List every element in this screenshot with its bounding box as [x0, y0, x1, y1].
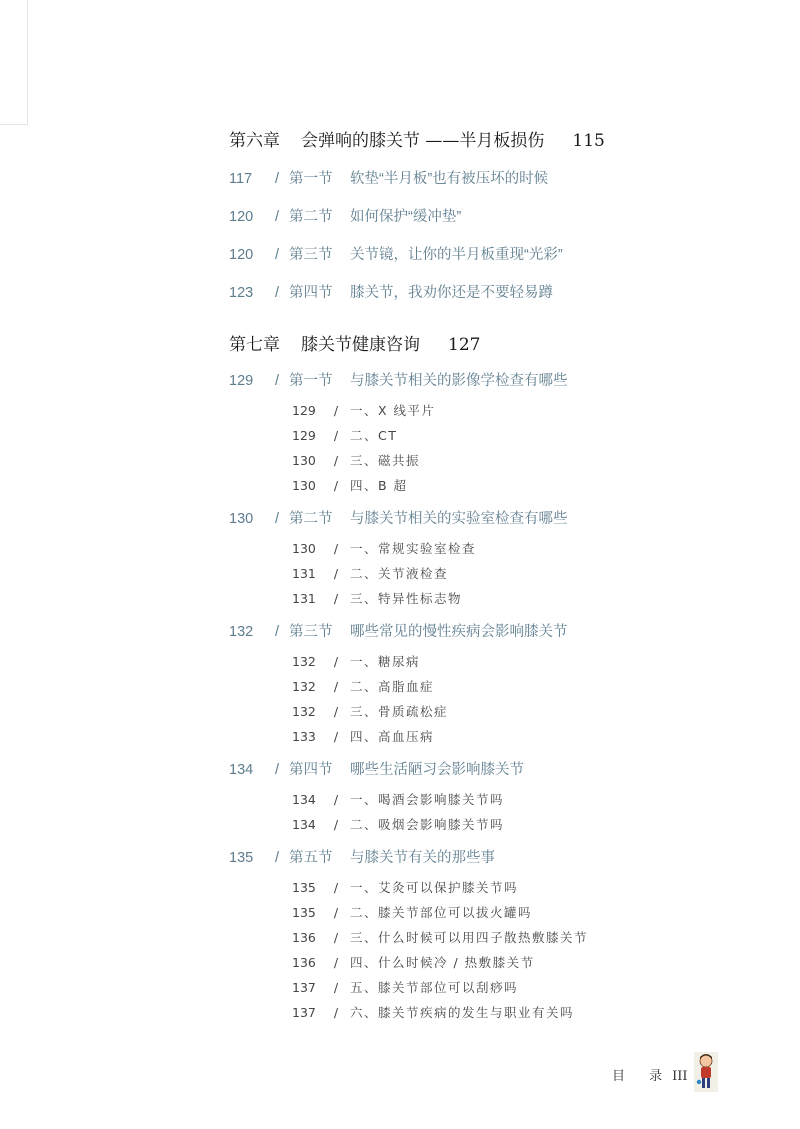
subsection-entry[interactable]	[229, 699, 749, 724]
subsection-page-number: 129	[292, 428, 316, 443]
separator-slash: /	[274, 171, 280, 187]
chapter-heading[interactable]	[229, 122, 749, 160]
page-footer	[612, 1062, 688, 1092]
subsection-title: 一、艾灸可以保护膝关节吗	[350, 880, 519, 895]
subsection-title: 三、什么时候可以用四子散热敷膝关节	[350, 930, 589, 945]
subsection-page-number: 134	[292, 792, 316, 807]
subsection-entry[interactable]	[229, 448, 749, 473]
section-entry[interactable]	[229, 274, 749, 312]
separator-slash: /	[333, 403, 339, 418]
subsection-title: 二、CT	[350, 428, 398, 443]
section-page-number: 132	[229, 624, 254, 640]
separator-slash: /	[274, 209, 280, 225]
section-title: 哪些生活陋习会影响膝关节	[350, 762, 524, 778]
separator-slash: /	[333, 428, 339, 443]
separator-slash: /	[333, 591, 339, 606]
subsection-title: 一、喝酒会影响膝关节吗	[350, 792, 505, 807]
section-page-number: 120	[229, 209, 254, 225]
subsection-page-number: 136	[292, 930, 316, 945]
subsection-entry[interactable]	[229, 398, 749, 423]
section-title: 膝关节，我劝你还是不要轻易蹲	[350, 285, 553, 301]
subsection-entry[interactable]	[229, 674, 749, 699]
subsection-title: 四、B 超	[350, 478, 408, 493]
separator-slash: /	[333, 905, 339, 920]
subsection-title: 六、膝关节疾病的发生与职业有关吗	[350, 1005, 575, 1020]
subsection-entry[interactable]	[229, 950, 749, 975]
section-title: 与膝关节相关的实验室检查有哪些	[350, 511, 568, 527]
chapter-number: 第六章	[229, 131, 280, 151]
subsection-page-number: 136	[292, 955, 316, 970]
section-page-number: 123	[229, 285, 254, 301]
chapter-heading[interactable]	[229, 326, 749, 364]
section-title: 哪些常见的慢性疾病会影响膝关节	[350, 624, 568, 640]
subsection-title: 二、膝关节部位可以拔火罐吗	[350, 905, 533, 920]
section-entry[interactable]	[229, 502, 749, 536]
subsection-title: 三、特异性标志物	[350, 591, 463, 606]
subsection-entry[interactable]	[229, 473, 749, 498]
subsection-title: 一、糖尿病	[350, 654, 421, 669]
subsection-page-number: 133	[292, 729, 316, 744]
section-page-number: 134	[229, 762, 254, 778]
subsection-title: 二、关节液检查	[350, 566, 449, 581]
section-entry[interactable]	[229, 198, 749, 236]
subsection-entry[interactable]	[229, 975, 749, 1000]
subsection-entry[interactable]	[229, 812, 749, 837]
subsection-title: 二、高脂血症	[350, 679, 435, 694]
subsection-list	[229, 875, 749, 1029]
chapter-page-number: 115	[572, 131, 605, 151]
separator-slash: /	[333, 1005, 339, 1020]
subsection-entry[interactable]	[229, 536, 749, 561]
subsection-entry[interactable]	[229, 925, 749, 950]
subsection-title: 一、X 线平片	[350, 403, 436, 418]
separator-slash: /	[333, 930, 339, 945]
section-entry[interactable]	[229, 236, 749, 274]
subsection-page-number: 131	[292, 591, 316, 606]
subsection-list	[229, 398, 749, 502]
section-number: 第二节	[289, 511, 333, 527]
section-page-number: 117	[229, 171, 253, 187]
separator-slash: /	[333, 453, 339, 468]
section-title: 与膝关节有关的那些事	[350, 850, 495, 866]
footer-page-number: III	[672, 1069, 688, 1084]
section-number: 第三节	[289, 247, 333, 263]
subsection-title: 三、磁共振	[350, 453, 421, 468]
separator-slash: /	[333, 654, 339, 669]
section-title: 软垫“半月板”也有被压坏的时候	[350, 171, 549, 187]
section-page-number: 120	[229, 247, 254, 263]
section-number: 第二节	[289, 209, 333, 225]
separator-slash: /	[274, 285, 280, 301]
subsection-title: 二、吸烟会影响膝关节吗	[350, 817, 505, 832]
subsection-title: 五、膝关节部位可以刮痧吗	[350, 980, 519, 995]
separator-slash: /	[274, 511, 280, 527]
section-page-number: 130	[229, 511, 254, 527]
subsection-page-number: 132	[292, 679, 316, 694]
separator-slash: /	[333, 817, 339, 832]
footer-label: 目 录	[612, 1069, 673, 1084]
subsection-page-number: 137	[292, 980, 316, 995]
subsection-entry[interactable]	[229, 875, 749, 900]
subsection-entry[interactable]	[229, 1000, 749, 1025]
table-of-contents	[229, 122, 749, 1029]
subsection-page-number: 135	[292, 905, 316, 920]
section-number: 第一节	[289, 373, 333, 389]
subsection-title: 四、什么时候冷 / 热敷膝关节	[350, 955, 535, 970]
subsection-page-number: 132	[292, 704, 316, 719]
separator-slash: /	[333, 729, 339, 744]
subsection-page-number: 137	[292, 1005, 316, 1020]
subsection-entry[interactable]	[229, 724, 749, 749]
separator-slash: /	[333, 566, 339, 581]
separator-slash: /	[333, 880, 339, 895]
separator-slash: /	[274, 850, 280, 866]
subsection-list	[229, 536, 749, 615]
section-title: 与膝关节相关的影像学检查有哪些	[350, 373, 568, 389]
subsection-page-number: 135	[292, 880, 316, 895]
subsection-page-number: 130	[292, 453, 316, 468]
section-number: 第四节	[289, 285, 333, 301]
separator-slash: /	[333, 955, 339, 970]
separator-slash: /	[333, 679, 339, 694]
separator-slash: /	[333, 541, 339, 556]
subsection-page-number: 132	[292, 654, 316, 669]
subsection-entry[interactable]	[229, 787, 749, 812]
separator-slash: /	[274, 373, 280, 389]
section-entry[interactable]	[229, 615, 749, 649]
subsection-page-number: 129	[292, 403, 316, 418]
separator-slash: /	[274, 624, 280, 640]
subsection-page-number: 130	[292, 478, 316, 493]
chapter-title: 膝关节健康咨询	[301, 335, 420, 355]
section-page-number: 135	[229, 850, 254, 866]
subsection-title: 三、骨质疏松症	[350, 704, 449, 719]
section-page-number: 129	[229, 373, 254, 389]
page-corner-mark	[0, 0, 28, 125]
subsection-entry[interactable]	[229, 561, 749, 586]
chapter-title: 会弹响的膝关节 ——半月板损伤	[301, 131, 545, 151]
section-entry[interactable]	[229, 753, 749, 787]
subsection-page-number: 134	[292, 817, 316, 832]
section-entry[interactable]	[229, 841, 749, 875]
subsection-entry[interactable]	[229, 423, 749, 448]
separator-slash: /	[333, 792, 339, 807]
separator-slash: /	[333, 704, 339, 719]
section-number: 第四节	[289, 762, 333, 778]
separator-slash: /	[333, 478, 339, 493]
section-title: 如何保护“缓冲垫”	[350, 209, 462, 225]
subsection-list	[229, 787, 749, 841]
subsection-page-number: 130	[292, 541, 316, 556]
section-number: 第三节	[289, 624, 333, 640]
subsection-page-number: 131	[292, 566, 316, 581]
section-number: 第五节	[289, 850, 333, 866]
subsection-title: 一、常规实验室检查	[350, 541, 477, 556]
separator-slash: /	[274, 247, 280, 263]
chapter-page-number: 127	[448, 335, 481, 355]
section-title: 关节镜，让你的半月板重现“光彩”	[350, 247, 563, 263]
mascot-figure-icon	[694, 1052, 718, 1092]
subsection-title: 四、高血压病	[350, 729, 435, 744]
subsection-entry[interactable]	[229, 586, 749, 611]
subsection-list	[229, 649, 749, 753]
section-number: 第一节	[289, 171, 333, 187]
section-entry[interactable]	[229, 160, 749, 198]
subsection-entry[interactable]	[229, 900, 749, 925]
separator-slash: /	[333, 980, 339, 995]
section-entry[interactable]	[229, 364, 749, 398]
subsection-entry[interactable]	[229, 649, 749, 674]
separator-slash: /	[274, 762, 280, 778]
chapter-number: 第七章	[229, 335, 280, 355]
